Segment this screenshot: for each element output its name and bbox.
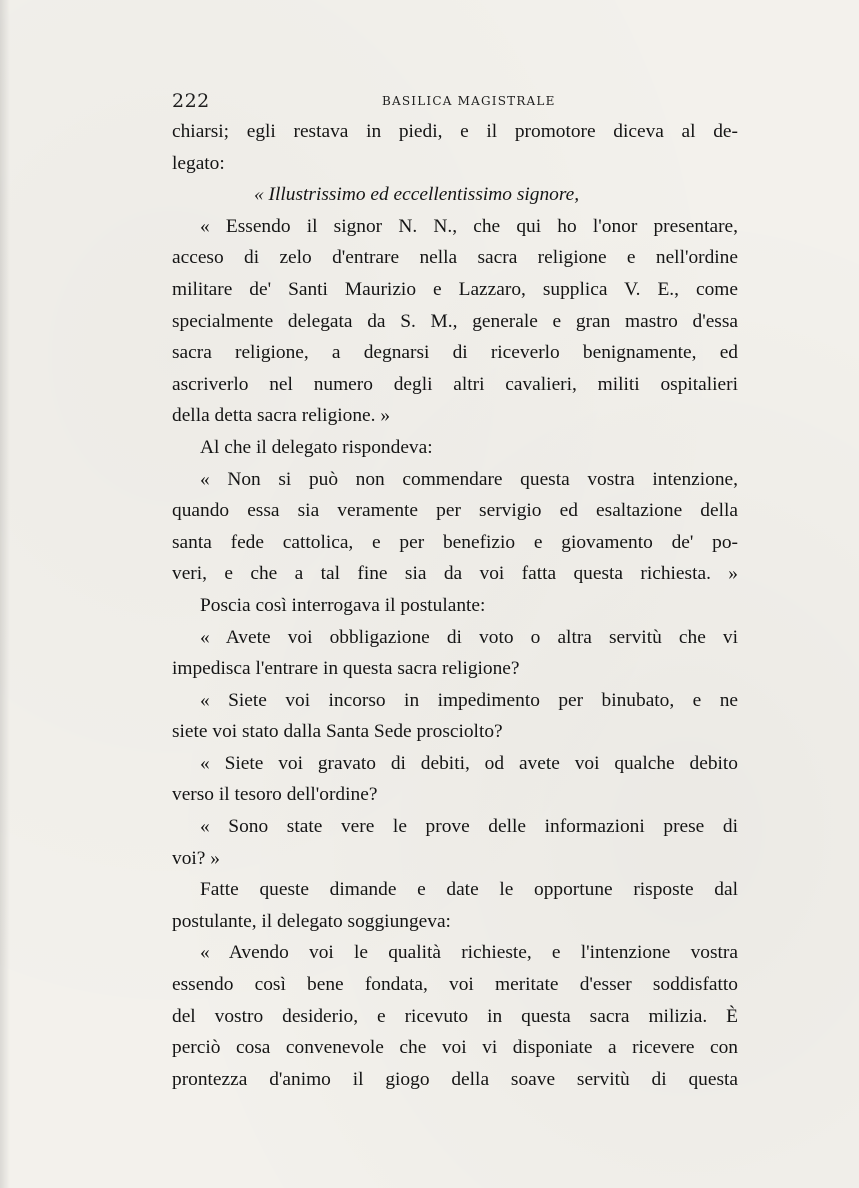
text-line: « Essendo il signor N. N., che qui ho l'onor presentare, (200, 215, 738, 237)
body-text (172, 116, 738, 1095)
text-line: impedisca l'entrare in questa sacra religione? (172, 658, 520, 680)
text-line: della detta sacra religione. » (172, 405, 391, 427)
page-binding-shadow (0, 0, 10, 1188)
text-line: « Avendo voi le qualità richieste, e l'intenzione vostra (200, 942, 738, 964)
text-line: prontezza d'animo il giogo della soave servitù di questa (172, 1068, 738, 1090)
text-line: « Siete voi gravato di debiti, od avete voi qualche debito (200, 752, 738, 774)
text-line: « Siete voi incorso in impedimento per binubato, e ne (200, 689, 738, 711)
text-line: santa fede cattolica, e per benefizio e giovamento de' po- (172, 531, 738, 553)
text-line: perciò cosa convenevole che voi vi disponiate a ricevere con (172, 1037, 738, 1059)
text-line: del vostro desiderio, e ricevuto in questa sacra milizia. È (172, 1005, 738, 1027)
text-line: sacra religione, a degnarsi di riceverlo benignamente, ed (172, 342, 738, 364)
salutation-line: « Illustrissimo ed eccellentissimo signore, (254, 184, 580, 206)
text-line: « Non si può non commendare questa vostra intenzione, (200, 468, 738, 490)
text-line: postulante, il delegato soggiungeva: (172, 910, 451, 932)
text-line: essendo così bene fondata, voi meritate d'esser soddisfatto (172, 974, 738, 996)
text-line: legato: (172, 152, 225, 174)
page-header (172, 90, 736, 114)
running-title: BASILICA MAGISTRALE (382, 94, 556, 108)
text-line: siete voi stato dalla Santa Sede prosciolto? (172, 721, 503, 743)
text-line: acceso di zelo d'entrare nella sacra religione e nell'ordine (172, 247, 738, 269)
page-number: 222 (172, 90, 210, 112)
text-line: specialmente delegata da S. M., generale e gran mastro d'essa (172, 310, 738, 332)
text-line: veri, e che a tal fine sia da voi fatta questa richiesta. » (172, 563, 738, 585)
text-line: « Sono state vere le prove delle informazioni prese di (200, 816, 738, 838)
text-line: voi? » (172, 847, 220, 869)
text-line: quando essa sia veramente per servigio ed esaltazione della (172, 500, 738, 522)
text-line: militare de' Santi Maurizio e Lazzaro, supplica V. E., come (172, 278, 738, 300)
text-line: verso il tesoro dell'ordine? (172, 784, 378, 806)
text-line: Al che il delegato rispondeva: (200, 436, 433, 458)
text-line: ascriverlo nel numero degli altri cavalieri, militi ospitalieri (172, 373, 738, 395)
text-line: Poscia così interrogava il postulante: (200, 594, 486, 616)
text-line: chiarsi; egli restava in piedi, e il promotore diceva al de- (172, 121, 738, 142)
text-line: Fatte queste dimande e date le opportune risposte dal (200, 879, 738, 901)
text-line: « Avete voi obbligazione di voto o altra servitù che vi (200, 626, 738, 648)
